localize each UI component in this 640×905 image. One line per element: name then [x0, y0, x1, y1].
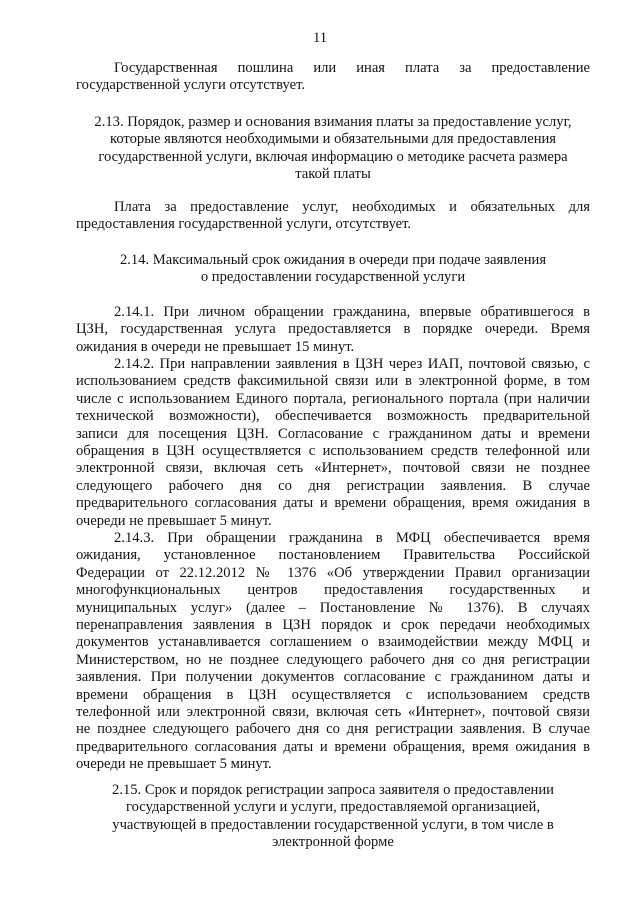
text-line: не позднее следующего рабочего дня со дня регистрации заявления. В случае: [76, 721, 590, 738]
text-line: обращения в ЦЗН осуществляется с использованием средств телефонной или: [76, 442, 590, 459]
heading-line: такой платы: [295, 166, 371, 183]
paragraph-2-14-3: [76, 530, 590, 773]
section-heading-2-15: [76, 782, 590, 852]
heading-line: государственной услуги, включая информацию о методике расчета размера: [98, 148, 568, 165]
text-line: телефонной или электронной связи, включая сеть «Интернет», почтовой связи: [76, 703, 590, 720]
text-line: 2.14.1. При личном обращении гражданина, впервые обратившегося в: [114, 304, 590, 320]
paragraph-2-14-2: [76, 356, 590, 530]
text-line: заявления. При получении документов согласование с гражданином даты и: [76, 669, 590, 686]
heading-line: 2.14. Максимальный срок ожидания в очереди при подаче заявления: [119, 252, 547, 268]
text-line: Федерации от 22.12.2012 № 1376 «Об утверждении Правил организации: [76, 564, 590, 581]
heading-line: 2.13. Порядок, размер и основания взимания платы за предоставление услуг,: [94, 114, 572, 130]
text-line: числе с использованием Единого портала, регионального портала (при наличии: [76, 390, 590, 407]
heading-line: электронной форме: [272, 834, 394, 851]
heading-line: участвующей в предоставлении государственной услуги, в том числе в: [112, 816, 554, 833]
text-line: следующего рабочего дня со дня регистрации заявления. В случае: [76, 477, 590, 494]
text-line: ЦЗН, государственная услуга предоставляется в порядке очереди. Время: [76, 321, 590, 338]
text-line: электронной связи, включая сеть «Интернет», почтовой связи не позднее: [76, 460, 590, 477]
text-line: предварительного согласования даты и времени обращения, время ожидания в: [76, 495, 590, 512]
text-line: очереди не превышает 5 минут.: [76, 512, 272, 529]
page-number: 11: [312, 30, 328, 46]
text-line: многофункциональных центров предоставления государственных и: [76, 582, 590, 599]
text-line: Государственная пошлина или иная плата за предоставление: [114, 60, 590, 76]
text-line: 2.14.2. При направлении заявления в ЦЗН через ИАП, почтовой связью, с: [114, 356, 590, 372]
text-line: ожидания в очереди не превышает 15 минут.: [76, 338, 355, 355]
paragraph-fee: [76, 60, 590, 95]
heading-line: о предоставлении государственной услуги: [200, 269, 466, 286]
text-line: очереди не превышает 5 минут.: [76, 756, 272, 773]
text-line: записи для посещения ЦЗН. Согласование с гражданином даты и времени: [76, 425, 590, 442]
text-line: использованием средств факсимильной связи или в электронной форме, в том: [76, 373, 590, 390]
paragraph-2-13: [76, 199, 590, 234]
heading-line: которые являются необходимыми и обязательными для предоставления: [109, 131, 557, 148]
heading-line: государственной услуги и услуги, предоставляемой организацией,: [126, 799, 540, 816]
text-line: муниципальных услуг» (далее – Постановление № 1376). В случаях: [76, 599, 590, 616]
paragraph-2-14-1: [76, 304, 590, 356]
section-heading-2-14: [76, 252, 590, 287]
text-line: государственной услуги отсутствует.: [76, 77, 306, 94]
text-line: предварительного согласования даты и времени обращения, время ожидания в: [76, 738, 590, 755]
section-heading-2-13: [76, 114, 590, 184]
text-line: ожидания, установленное постановлением Правительства Российской: [76, 547, 590, 564]
text-line: документов устанавливается соглашением о взаимодействии между МФЦ и: [76, 634, 590, 651]
text-line: предоставления государственной услуги, отсутствует.: [76, 216, 412, 233]
text-line: Министерством, но не позднее следующего рабочего дня со дня регистрации: [76, 651, 590, 668]
text-line: Плата за предоставление услуг, необходимых и обязательных для: [114, 199, 590, 215]
text-line: времени обращения в ЦЗН осуществляется с использованием средств: [76, 686, 590, 703]
text-line: технической возможности), обеспечивается возможность предварительной: [76, 408, 590, 425]
text-line: перенаправления заявления в ЦЗН порядок и срок передачи необходимых: [76, 616, 590, 633]
text-line: 2.14.3. При обращении гражданина в МФЦ обеспечивается время: [114, 530, 590, 546]
heading-line: 2.15. Срок и порядок регистрации запроса заявителя о предоставлении: [112, 782, 554, 798]
